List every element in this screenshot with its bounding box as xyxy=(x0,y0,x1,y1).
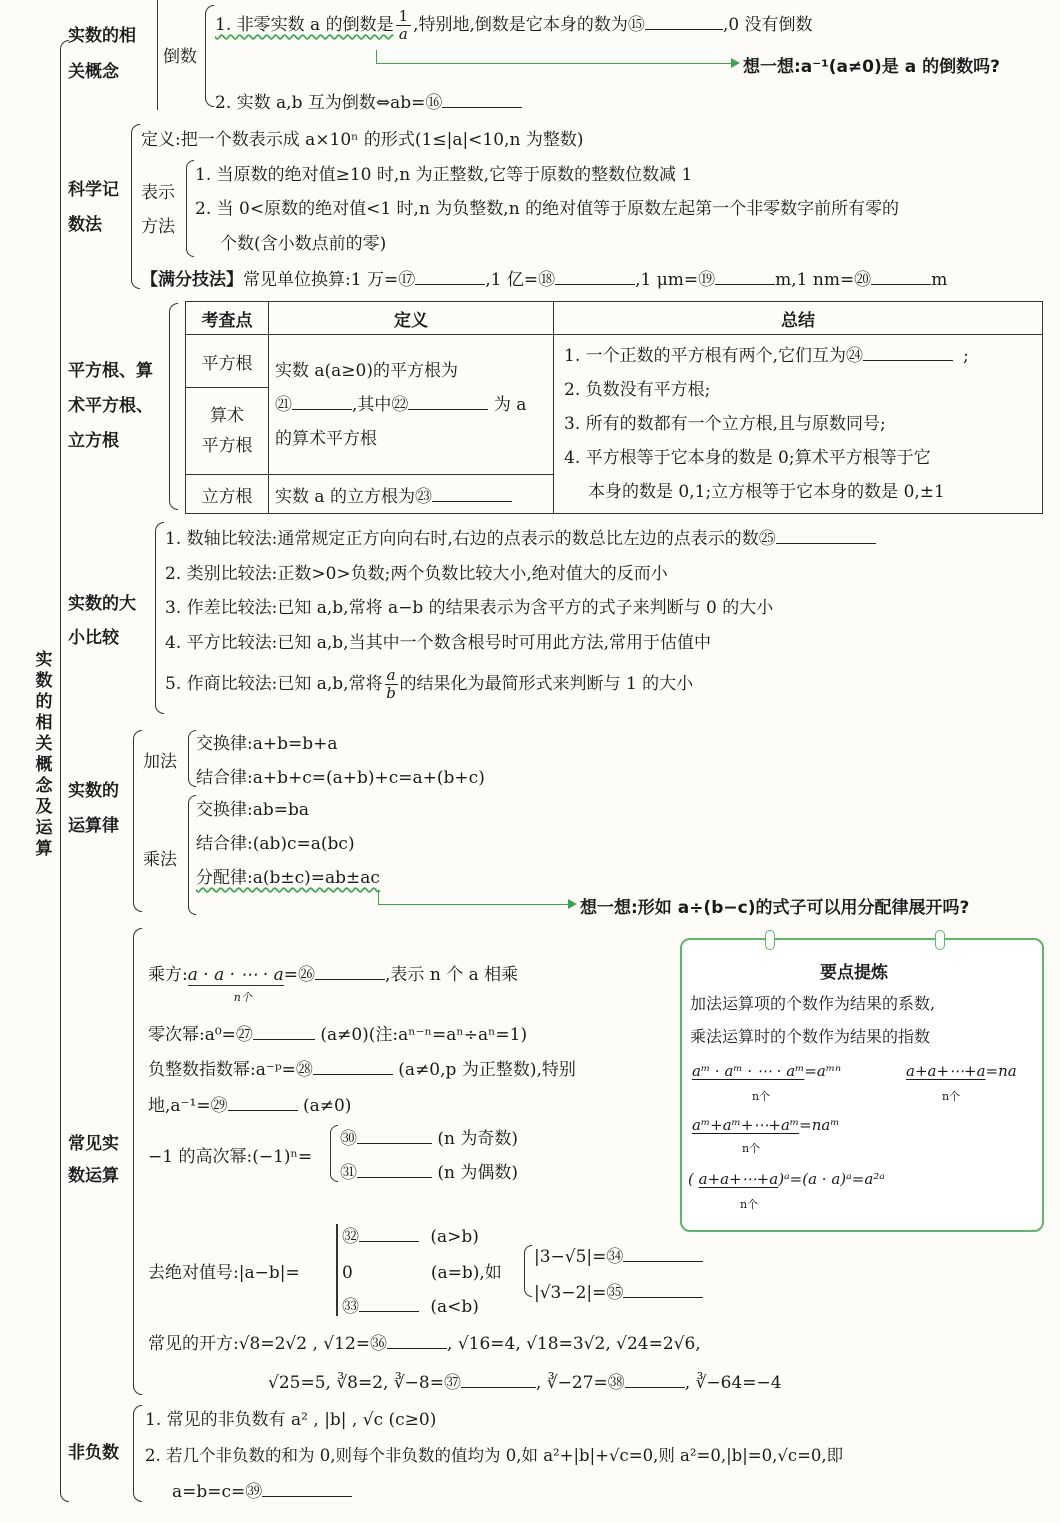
tips-f1r: =aᵐⁿ xyxy=(804,1062,842,1080)
ops-neg-2 xyxy=(148,1091,351,1116)
tips-clip-left xyxy=(765,930,775,950)
roots-heading-2: 术平方根、 xyxy=(68,396,153,416)
frac-num: 1 xyxy=(396,8,412,26)
compare-5b: 的结果化为最简形式来判断与 1 的大小 xyxy=(399,674,694,694)
ops-neg-a: 负整数指数幂:a⁻ᵖ=㉘ xyxy=(148,1060,313,1080)
roots-col-1: 考查点 xyxy=(186,302,269,335)
tips-f3r: =naᵐ xyxy=(799,1116,840,1134)
roots-summary xyxy=(554,335,1043,514)
tips-clip-right xyxy=(935,930,945,950)
sci-label-2: 方法 xyxy=(141,217,175,237)
compare-brace xyxy=(155,522,164,714)
roots-heading-1: 平方根、算 xyxy=(68,361,153,381)
ops-sq-d: , ∛−27=㊳ xyxy=(536,1373,625,1393)
laws-mul-2: 结合律:(ab)c=a(bc) xyxy=(196,834,355,854)
compare-2: 2. 类别比较法:正数>0>负数;两个负数比较大小,绝对值大的反而小 xyxy=(165,564,668,584)
sci-method-2b: 个数(含小数点前的零) xyxy=(220,234,387,254)
ops-abs-2 xyxy=(342,1258,502,1283)
compare-1 xyxy=(165,524,876,549)
roots-heading-3: 立方根 xyxy=(68,431,119,451)
roots-s4b: 本身的数是 0,1;立方根等于它本身的数是 0,±1 xyxy=(588,482,945,502)
ops-pow-expr: a · a · ⋯ · a xyxy=(187,965,284,985)
laws-brace xyxy=(133,730,142,912)
roots-def-1a: 实数 a(a≥0)的平方根为 xyxy=(275,360,458,381)
laws-mul-label: 乘法 xyxy=(143,850,177,870)
ops-abs-pre: 去绝对值号:|a−b|= xyxy=(148,1263,300,1283)
tips-f2: a+a+⋯+a xyxy=(906,1062,986,1080)
ops-ex1: |3−√5|=㉞ xyxy=(534,1247,624,1267)
ops-abs-ex-1 xyxy=(534,1242,703,1267)
reciprocal-sep xyxy=(157,0,158,110)
ops-brace xyxy=(133,928,142,1395)
ops-pow-eq: =㉖ xyxy=(283,965,316,985)
ops-pow-pre: 乘方: xyxy=(148,965,188,985)
compare-3: 3. 作差比较法:已知 a,b,常将 a−b 的结果表示为含平方的式子来判断与 0 的大小 xyxy=(165,598,774,618)
reciprocal-item-1 xyxy=(215,8,813,43)
nonneg-2b xyxy=(172,1477,352,1502)
ops-sq-a: 常见的开方:√8=2√2 , √12=㊱ xyxy=(148,1334,388,1354)
sci-heading-1: 科学记 xyxy=(68,180,119,200)
roots-r2a: 算术 xyxy=(210,406,244,426)
roots-col-3: 总结 xyxy=(554,302,1043,335)
laws-heading-1: 实数的 xyxy=(68,781,119,801)
sci-skill-a: 常见单位换算:1 万=⑰ xyxy=(243,270,416,290)
ops-neg-c: 地,a⁻¹=㉙ xyxy=(148,1096,228,1116)
sci-skill-d: m,1 nm=⑳ xyxy=(775,270,872,290)
ops-sq-b: , √16=4, √18=3√2, √24=2√6, xyxy=(447,1334,701,1354)
ops-sqrt-2 xyxy=(268,1368,782,1393)
ops-abs-ex-brace xyxy=(524,1245,532,1297)
ops-m1-b-note: (n 为偶数) xyxy=(437,1163,519,1183)
nonneg-2a: 2. 若几个非负数的和为 0,则每个非负数的值均为 0,如 a²+|b|+√c=0,则 a²=0,|b|=0,√c=0,即 xyxy=(145,1446,844,1465)
ops-abs-1 xyxy=(342,1222,479,1247)
sci-skill-tag: 【满分技法】 xyxy=(141,270,243,290)
reciprocal-item-1-pre: 1. 非零实数 a 的倒数是 xyxy=(215,15,394,35)
ops-m1-b-num: ㉛ xyxy=(340,1163,357,1183)
tips-formula-3 xyxy=(692,1116,840,1134)
roots-r2b: 平方根 xyxy=(201,436,253,456)
side-title: 实数的相关概念及运算 xyxy=(35,650,53,859)
sci-skill xyxy=(141,265,947,290)
ops-neg-b: (a≠0,p 为正整数),特别 xyxy=(398,1060,576,1080)
laws-think: 想一想:形如 a÷(b−c)的式子可以用分配律展开吗? xyxy=(580,898,970,918)
compare-heading-2: 小比较 xyxy=(68,628,119,648)
reciprocal-item-2-text: 2. 实数 a,b 互为倒数⇔ab=⑯ xyxy=(215,93,443,113)
nonneg-2b-text: a=b=c=㊴ xyxy=(172,1482,263,1502)
ops-abs-3-num: ㉝ xyxy=(342,1297,359,1317)
nonneg-1: 1. 常见的非负数有 a² , |b| , √c (c≥0) xyxy=(145,1410,437,1430)
nonneg-heading: 非负数 xyxy=(68,1443,119,1463)
tips-f1-n: n个 xyxy=(752,1090,771,1103)
laws-heading-2: 运算律 xyxy=(68,816,119,836)
reciprocal-heading-2: 关概念 xyxy=(68,62,119,82)
sci-method-1: 1. 当原数的绝对值≥10 时,n 为正整数,它等于原数的整数位数减 1 xyxy=(195,165,693,185)
tips-f1: aᵐ · aᵐ · ⋯ · aᵐ xyxy=(692,1062,805,1080)
roots-col-2: 定义 xyxy=(269,302,554,335)
laws-mul-brace xyxy=(188,795,196,915)
tips-f3-n: n个 xyxy=(742,1142,761,1155)
reciprocal-item-1-post: ,特别地,倒数是它本身的数为⑮ xyxy=(413,15,645,35)
ops-minus-one xyxy=(148,1142,312,1167)
ops-abs-bar xyxy=(336,1224,338,1316)
sci-method-2a: 2. 当 0<原数的绝对值<1 时,n 为负整数,n 的绝对值等于原数左起第一个非零数字前所有零的 xyxy=(195,199,900,219)
ops-abs-1-num: ㉜ xyxy=(342,1227,359,1247)
roots-r1: 平方根 xyxy=(186,335,269,388)
ops-heading-2: 数运算 xyxy=(68,1166,119,1186)
roots-def-1b: ㉑ xyxy=(275,394,292,415)
ops-m1-pre: −1 的高次幂:(−1)ⁿ= xyxy=(148,1147,313,1167)
ops-sqrt-1 xyxy=(148,1329,701,1354)
reciprocal-item-2 xyxy=(215,88,522,113)
tips-formula-2 xyxy=(906,1062,1017,1080)
reciprocal-think: 想一想:a⁻¹(a≠0)是 a 的倒数吗? xyxy=(743,57,1000,77)
compare-frac-num: a xyxy=(386,666,396,684)
ops-m1-a-num: ㉚ xyxy=(340,1129,357,1149)
ops-power xyxy=(148,960,519,1004)
main-brace xyxy=(60,40,69,1502)
ops-pow-post: ,表示 n 个 a 相乘 xyxy=(385,965,519,985)
laws-mul-1: 交换律:ab=ba xyxy=(196,800,310,820)
reciprocal-arrow xyxy=(376,50,732,64)
roots-def-3-text: 实数 a 的立方根为㉓ xyxy=(275,486,432,507)
sci-skill-e: m xyxy=(931,270,948,290)
nonneg-brace xyxy=(133,1405,142,1502)
sci-label-1: 表示 xyxy=(141,183,175,203)
roots-s1: 1. 一个正数的平方根有两个,它们互为㉔ xyxy=(564,346,864,366)
tips-f3: aᵐ+aᵐ+⋯+aᵐ xyxy=(692,1116,800,1134)
ops-sq-c: √25=5, ∛8=2, ∛−8=㊲ xyxy=(268,1373,461,1393)
roots-s2: 2. 负数没有平方根; xyxy=(564,380,711,400)
laws-add-label: 加法 xyxy=(143,752,177,772)
ops-abs-1-note: (a>b) xyxy=(430,1227,479,1247)
ops-abs-3 xyxy=(342,1292,479,1317)
laws-arrow-head xyxy=(568,899,577,909)
roots-r3: 立方根 xyxy=(186,475,269,514)
reciprocal-heading-1: 实数的相 xyxy=(68,26,136,46)
tips-formula-1 xyxy=(692,1062,841,1080)
sci-outer-brace xyxy=(131,124,140,289)
roots-def-1e: 的算术平方根 xyxy=(275,428,377,449)
roots-def-3 xyxy=(269,475,554,514)
ops-m1-b xyxy=(340,1158,518,1183)
tips-f4-n: n个 xyxy=(740,1198,759,1211)
ops-abs-2-num: 0 xyxy=(342,1263,353,1283)
tips-line-2: 乘法运算时的个数作为结果的指数 xyxy=(690,1027,931,1046)
roots-def-1c: ,其中㉒ xyxy=(352,394,409,415)
roots-brace xyxy=(169,303,178,510)
tips-f4r: )ᵃ=(a · a)ᵃ=a²ᵃ xyxy=(778,1170,885,1188)
roots-def-1d: 为 a xyxy=(493,394,527,415)
laws-add-2: 结合律:a+b+c=(a+b)+c=a+(b+c) xyxy=(196,768,485,788)
ops-pow-n: n个 xyxy=(233,991,252,1004)
ops-ex2: |√3−2|=㉟ xyxy=(534,1283,624,1303)
tips-f4a: ( xyxy=(688,1170,694,1188)
ops-abs-3-note: (a<b) xyxy=(430,1297,479,1317)
frac-den: a xyxy=(398,25,408,43)
ops-neg-d: (a≠0) xyxy=(302,1096,352,1116)
sci-method-brace xyxy=(186,160,194,257)
ops-minus-one-brace xyxy=(330,1125,338,1182)
ops-neg xyxy=(148,1055,576,1080)
ops-sq-e: , ∛−64=−4 xyxy=(684,1373,782,1393)
tips-line-1: 加法运算项的个数作为结果的系数, xyxy=(690,994,936,1013)
compare-4: 4. 平方比较法:已知 a,b,当其中一个数含根号时可用此方法,常用于估值中 xyxy=(165,633,711,653)
laws-add-1: 交换律:a+b=b+a xyxy=(196,734,338,754)
compare-5 xyxy=(165,667,693,702)
ops-m1-a xyxy=(340,1124,518,1149)
tips-f4: a+a+⋯+a xyxy=(698,1170,779,1188)
roots-def-1 xyxy=(269,335,554,475)
roots-s3: 3. 所有的数都有一个立方根,且与原数同号; xyxy=(564,414,886,434)
sci-def: 定义:把一个数表示成 a×10ⁿ 的形式(1≤|a|<10,n 为整数) xyxy=(141,130,584,150)
ops-heading-1: 常见实 xyxy=(68,1134,119,1154)
tips-formula-4 xyxy=(688,1170,885,1188)
ops-abs-2-note: (a=b),如 xyxy=(430,1263,502,1283)
tips-title: 要点提炼 xyxy=(820,963,888,983)
ops-zero-a: 零次幂:a⁰=㉗ xyxy=(148,1025,253,1045)
sci-heading-2: 数法 xyxy=(68,215,102,235)
compare-frac-den: b xyxy=(386,684,396,702)
sci-skill-c: ,1 μm=⑲ xyxy=(635,270,716,290)
tips-f2r: =na xyxy=(985,1062,1017,1080)
ops-m1-a-note: (n 为奇数) xyxy=(437,1129,519,1149)
sci-skill-b: ,1 亿=⑱ xyxy=(485,270,556,290)
laws-add-brace xyxy=(188,730,196,787)
reciprocal-label: 倒数 xyxy=(163,47,197,67)
roots-s4a: 4. 平方根等于它本身的数是 0;算术平方根等于它 xyxy=(564,448,931,468)
compare-1-text: 1. 数轴比较法:通常规定正方向向右时,右边的点表示的数总比左边的点表示的数㉕ xyxy=(165,529,776,549)
roots-s1-end: ; xyxy=(963,346,969,366)
roots-r2 xyxy=(186,388,269,475)
reciprocal-item-1-tail: ,0 没有倒数 xyxy=(722,15,813,35)
reciprocal-brace xyxy=(205,5,214,107)
ops-zero xyxy=(148,1020,527,1045)
roots-table xyxy=(185,301,1043,514)
compare-heading-1: 实数的大 xyxy=(68,594,136,614)
ops-zero-b: (a≠0)(注:aⁿ⁻ⁿ=aⁿ÷aⁿ=1) xyxy=(320,1025,528,1045)
compare-5a: 5. 作商比较法:已知 a,b,常将 xyxy=(165,674,383,694)
laws-mul-3: 分配律:a(b±c)=ab±ac xyxy=(196,868,380,888)
laws-arrow xyxy=(378,890,569,905)
tips-f2-n: n个 xyxy=(942,1090,961,1103)
reciprocal-arrow-head xyxy=(731,58,740,68)
ops-abs-ex-2 xyxy=(534,1278,703,1303)
